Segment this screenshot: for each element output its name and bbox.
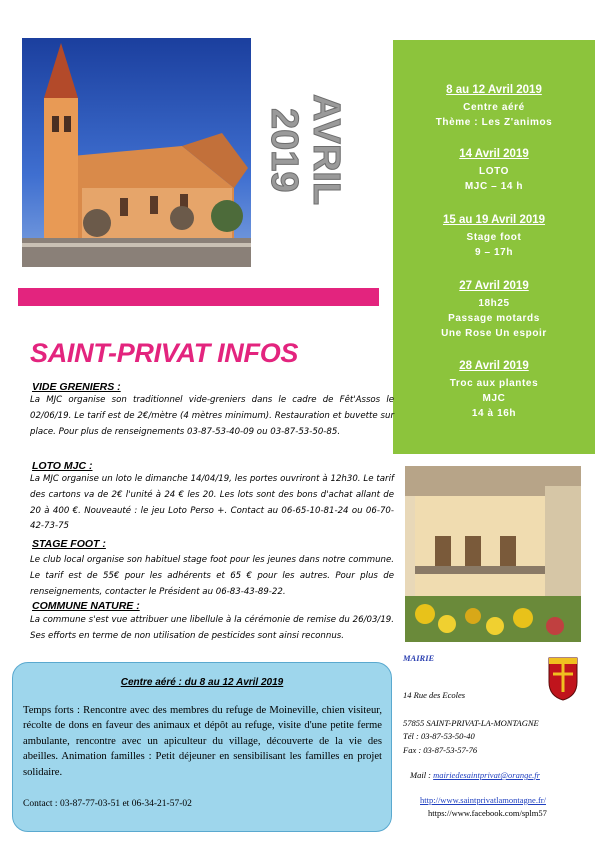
article-heading-commune-nature: COMMUNE NATURE :	[32, 600, 140, 612]
article-heading-stage-foot: STAGE FOOT :	[32, 538, 106, 550]
event-line: Troc aux plantes	[449, 378, 539, 389]
event-line: MJC	[482, 393, 506, 404]
mairie-street: 14 Rue des Ecoles	[403, 690, 466, 700]
website-link[interactable]: http://www.saintprivatlamontagne.fr/	[420, 795, 546, 805]
centre-aere-box	[12, 662, 392, 832]
article-heading-vide-greniers: VIDE GRENIERS :	[32, 381, 121, 393]
event-line: Une Rose Un espoir	[441, 328, 547, 339]
article-text-vide-greniers: La MJC organise son traditionnel vide-greniers dans le cadre de Fêt'Assos le 02/06/19. Le tarif est de 2€/mètre (4 mètres minimum). Restauration et buvette sur place. Pour plus de renseignements 03-87-53-40-09 ou 03-87-53-50-85.	[30, 395, 394, 437]
article-text-commune-nature: La commune s'est vue attribuer une libellule à la cérémonie de remise du 26/03/19. Ses efforts en terme de non utilisation de pesticides sont ainsi reconnus.	[30, 615, 394, 641]
mail-label: Mail :	[410, 770, 432, 780]
event-line: 9 – 17h	[474, 247, 514, 258]
event-line: 14 à 16h	[471, 408, 517, 419]
facebook-link[interactable]: https://www.facebook.com/splm57	[428, 808, 547, 818]
event-date: 8 au 12 Avril 2019	[446, 84, 542, 96]
coat-of-arms-icon	[547, 654, 579, 702]
mairie-name: MAIRIE	[403, 653, 435, 663]
pink-banner-bar	[18, 288, 379, 306]
event-line: Passage motards	[448, 313, 540, 324]
event-4	[393, 280, 595, 341]
event-5	[393, 360, 595, 421]
article-heading-loto: LOTO MJC :	[32, 460, 93, 472]
month-word: AVRIL	[305, 94, 347, 206]
box-contact: Contact : 03-87-77-03-51 et 06-34-21-57-02	[23, 799, 192, 809]
town-hall-photo	[405, 466, 581, 642]
event-line: 18h25	[478, 298, 510, 309]
event-date: 14 Avril 2019	[459, 148, 529, 160]
event-date: 15 au 19 Avril 2019	[442, 214, 546, 226]
event-line: Thème : Les Z'animos	[435, 117, 553, 128]
article-text-loto: La MJC organise un loto le dimanche 14/04/19, les portes ouvriront à 12h30. Le tarif des cartons va de 2€ l'unité à 24 € les 20. Les lots sont des bons d'achat allant de 20 à 400 €. Nouveauté : le jeu Loto Perso +. Contact au 06-65-10-81-24 ou 06-70-42-73-75	[30, 474, 394, 532]
event-3	[393, 214, 595, 260]
event-line: LOTO	[479, 166, 509, 177]
mairie-fax: Fax : 03-87-53-57-76	[403, 745, 478, 755]
article-text-stage-foot: Le club local organise son habituel stage foot pour les jeunes dans notre commune. Le tarif est de 55€ pour les adhérents et 65 € pour les autres. Pour plus de renseignements, contacter le Président au 06-83-43-89-22.	[30, 555, 394, 597]
event-date: 28 Avril 2019	[459, 360, 529, 372]
event-line: Centre aéré	[463, 102, 525, 113]
page-title: SAINT-PRIVAT INFOS	[30, 338, 299, 368]
events-panel	[393, 40, 595, 454]
event-2	[393, 148, 595, 194]
event-date: 27 Avril 2019	[459, 280, 529, 292]
event-1	[393, 84, 595, 130]
month-year: 2019	[263, 108, 305, 193]
month-year-heading	[263, 90, 370, 230]
mairie-tel: Tél : 03-87-53-50-40	[403, 731, 475, 741]
church-photo	[22, 38, 251, 267]
box-title: Centre aéré : du 8 au 12 Avril 2019	[120, 677, 284, 688]
mairie-mail-row	[410, 770, 540, 780]
event-line: Stage foot	[466, 232, 522, 243]
mail-link[interactable]: mairiedesaintprivat@orange.fr	[433, 770, 540, 780]
event-line: MJC – 14 h	[464, 181, 524, 192]
mairie-city: 57855 SAINT-PRIVAT-LA-MONTAGNE	[403, 718, 539, 728]
box-body: Temps forts : Rencontre avec des membres du refuge de Moineville, chien visiteur, récolte de dons en faveur des animaux et dépôt au refuge, visite d'une petite ferme ambulante, rencontre avec un apiculteur du village, découverte de la vie des abeilles. Animation familles : Petit déjeuner en sensibilisant les familles en projet solidaire.	[23, 705, 382, 778]
